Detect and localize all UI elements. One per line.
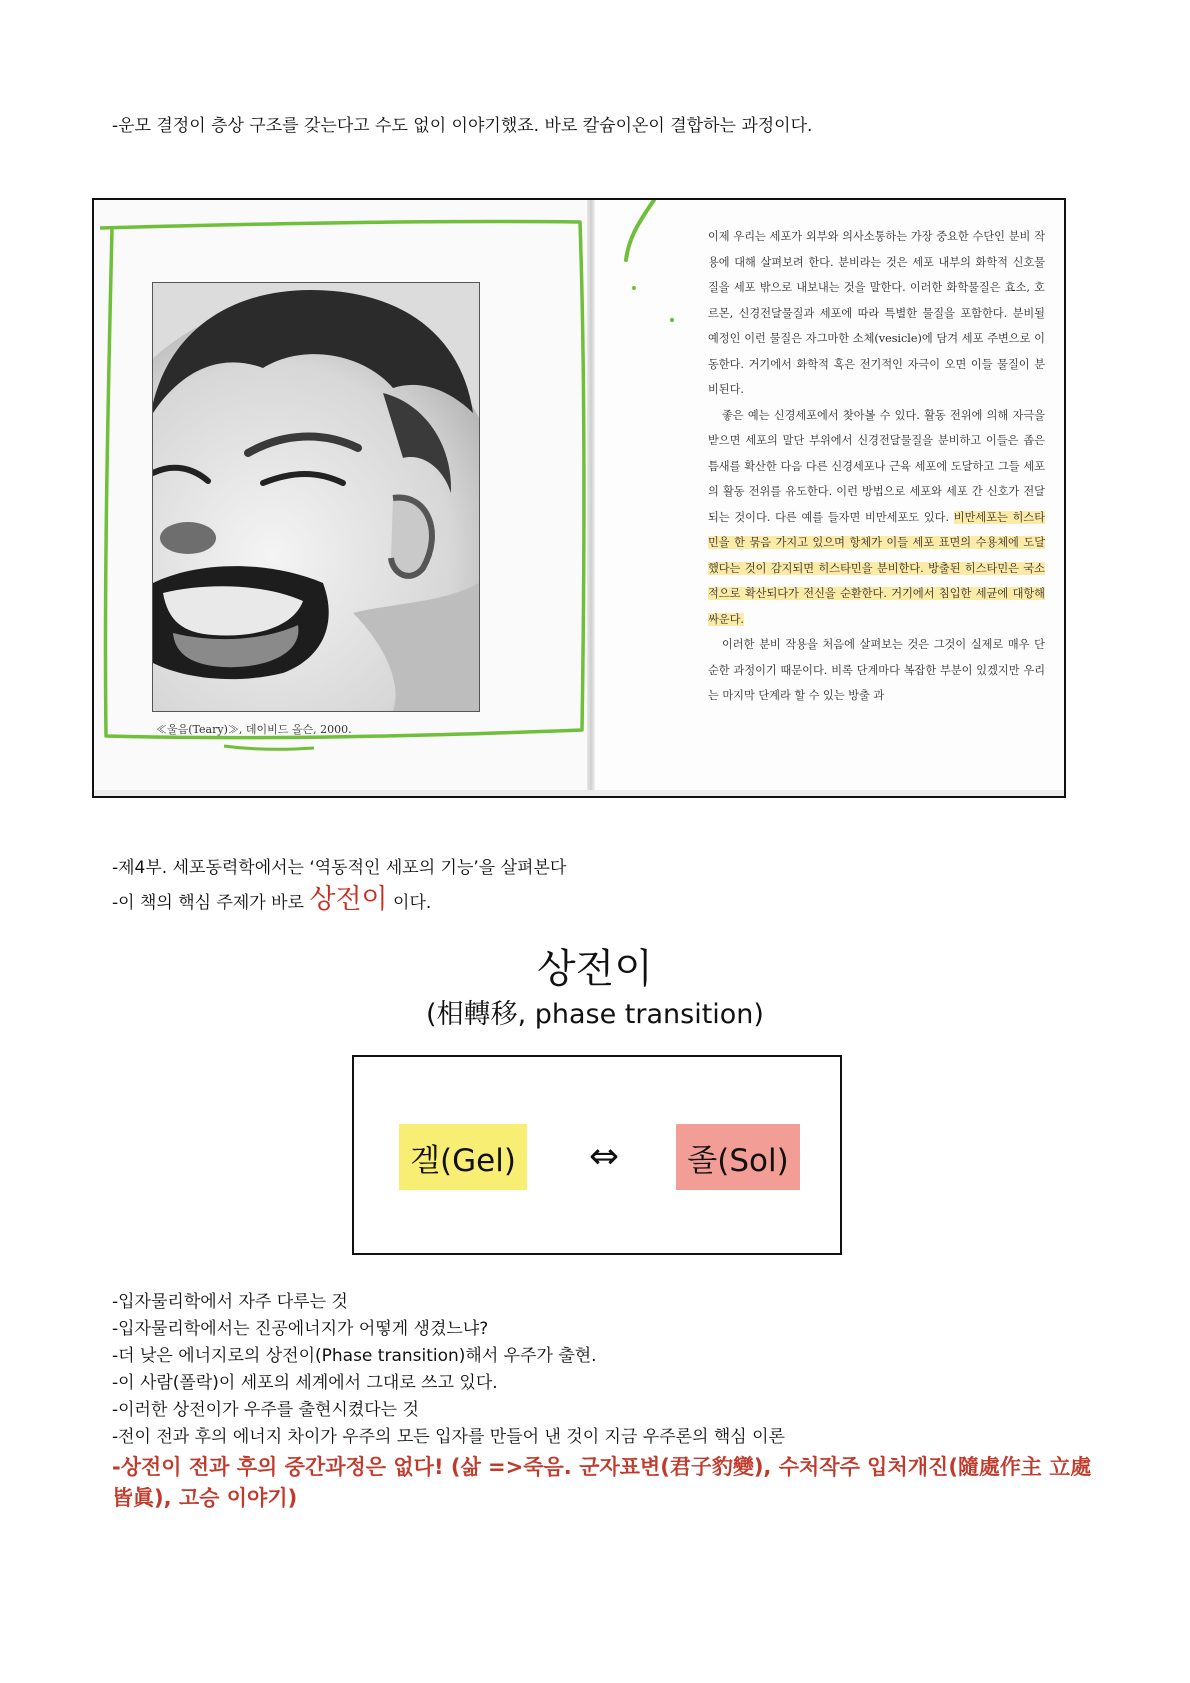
diagram-subtitle: (相轉移, phase transition) — [426, 999, 764, 1030]
photo-caption: ≪울음(Teary)≫, 데이비드 올슨, 2000. — [156, 723, 352, 736]
conclusion-note: -상전이 전과 후의 중간과정은 없다! (삶 =>죽음. 군자표변(君子豹變), 수처작주 입처개진(隨處作主 立處皆眞), 고승 이야기) — [112, 1455, 1092, 1510]
book-paragraph-2 — [708, 403, 1045, 633]
note-1: -입자물리학에서 자주 다루는 것 — [112, 1292, 348, 1312]
book-photo — [92, 198, 1066, 798]
sol-label: 졸(Sol) — [676, 1124, 800, 1190]
book-paragraph-3: 이러한 분비 작용을 처음에 살펴보는 것은 그것이 실제로 매우 단순한 과정이기 때문이다. 비록 단계마다 복잡한 부분이 있겠지만 우리는 마지막 단계라 할 수 있는 방출 과 — [708, 638, 1045, 702]
intro-text: -운모 결정이 층상 구조를 갖는다고 수도 없이 이야기했죠. 바로 칼슘이온이 결합하는 과정이다. — [112, 116, 813, 136]
note-3: -더 낮은 에너지로의 상전이(Phase transition)해서 우주가 출현. — [112, 1346, 597, 1366]
double-arrow-icon: ⇔ — [588, 1136, 620, 1177]
highlighted-passage: 비만세포는 히스타민을 한 묶음 가지고 있으며 항체가 이들 세포 표면의 수용체에 도달했다는 것이 감지되면 히스타민을 분비한다. 방출된 히스타민은 국소적으로 확산되다가 전신을 순환한다. 거기에서 침입한 세균에 대항해 싸운다. — [708, 510, 1045, 626]
core-prefix: -이 책의 핵심 주제가 바로 — [112, 893, 310, 913]
book-page-text — [708, 224, 1045, 709]
book-paragraph-1: 이제 우리는 세포가 외부와 의사소통하는 가장 중요한 수단인 분비 작용에 대해 살펴보려 한다. 분비라는 것은 세포 내부의 화학적 신호물질을 세포 밖으로 내보내는 것을 말한다. 이러한 화학물질은 효소, 호르몬, 신경전달물질과 세포에 따라 특별한 물질을 포함한다. 분비될 예정인 이런 물질은 자그마한 소체(vesicle)에 담겨 세포 주변으로 이동한다. 거기에서 화학적 혹은 전기적인 자극이 오면 이들 물질이 분비된다. — [708, 230, 1045, 396]
core-theme-note — [112, 884, 431, 919]
phase-transition-box — [352, 1055, 842, 1255]
book-paragraph-2-text: 좋은 예는 신경세포에서 찾아볼 수 있다. 활동 전위에 의해 자극을 받으면 세포의 말단 부위에서 신경전달물질을 분비하고 이들은 좁은 틈새를 확산한 다음 다른 신경세포나 근육 세포에 도달하고 그들 세포의 활동 전위를 유도한다. 이런 방법으로 세포와 세포 간 신호가 전달되는 것이다. 다른 예를 들자면 비만세포도 있다. — [708, 408, 1045, 524]
diagram-title: 상전이 — [537, 946, 653, 992]
note-6: -전이 전과 후의 에너지 차이가 우주의 모든 입자를 만들어 낸 것이 지금 우주론의 핵심 이론 — [112, 1427, 785, 1447]
note-2: -입자물리학에서는 진공에너지가 어떻게 생겼느냐? — [112, 1319, 489, 1339]
gel-label: 겔(Gel) — [399, 1124, 527, 1190]
core-suffix: 이다. — [387, 893, 432, 913]
section4-note: -제4부. 세포동력학에서는 ‘역동적인 세포의 기능’을 살펴본다 — [112, 858, 567, 878]
note-5: -이러한 상전이가 우주를 출현시켰다는 것 — [112, 1400, 419, 1420]
core-term: 상전이 — [309, 884, 388, 915]
note-4: -이 사람(폴락)이 세포의 세계에서 그대로 쓰고 있다. — [112, 1373, 498, 1393]
